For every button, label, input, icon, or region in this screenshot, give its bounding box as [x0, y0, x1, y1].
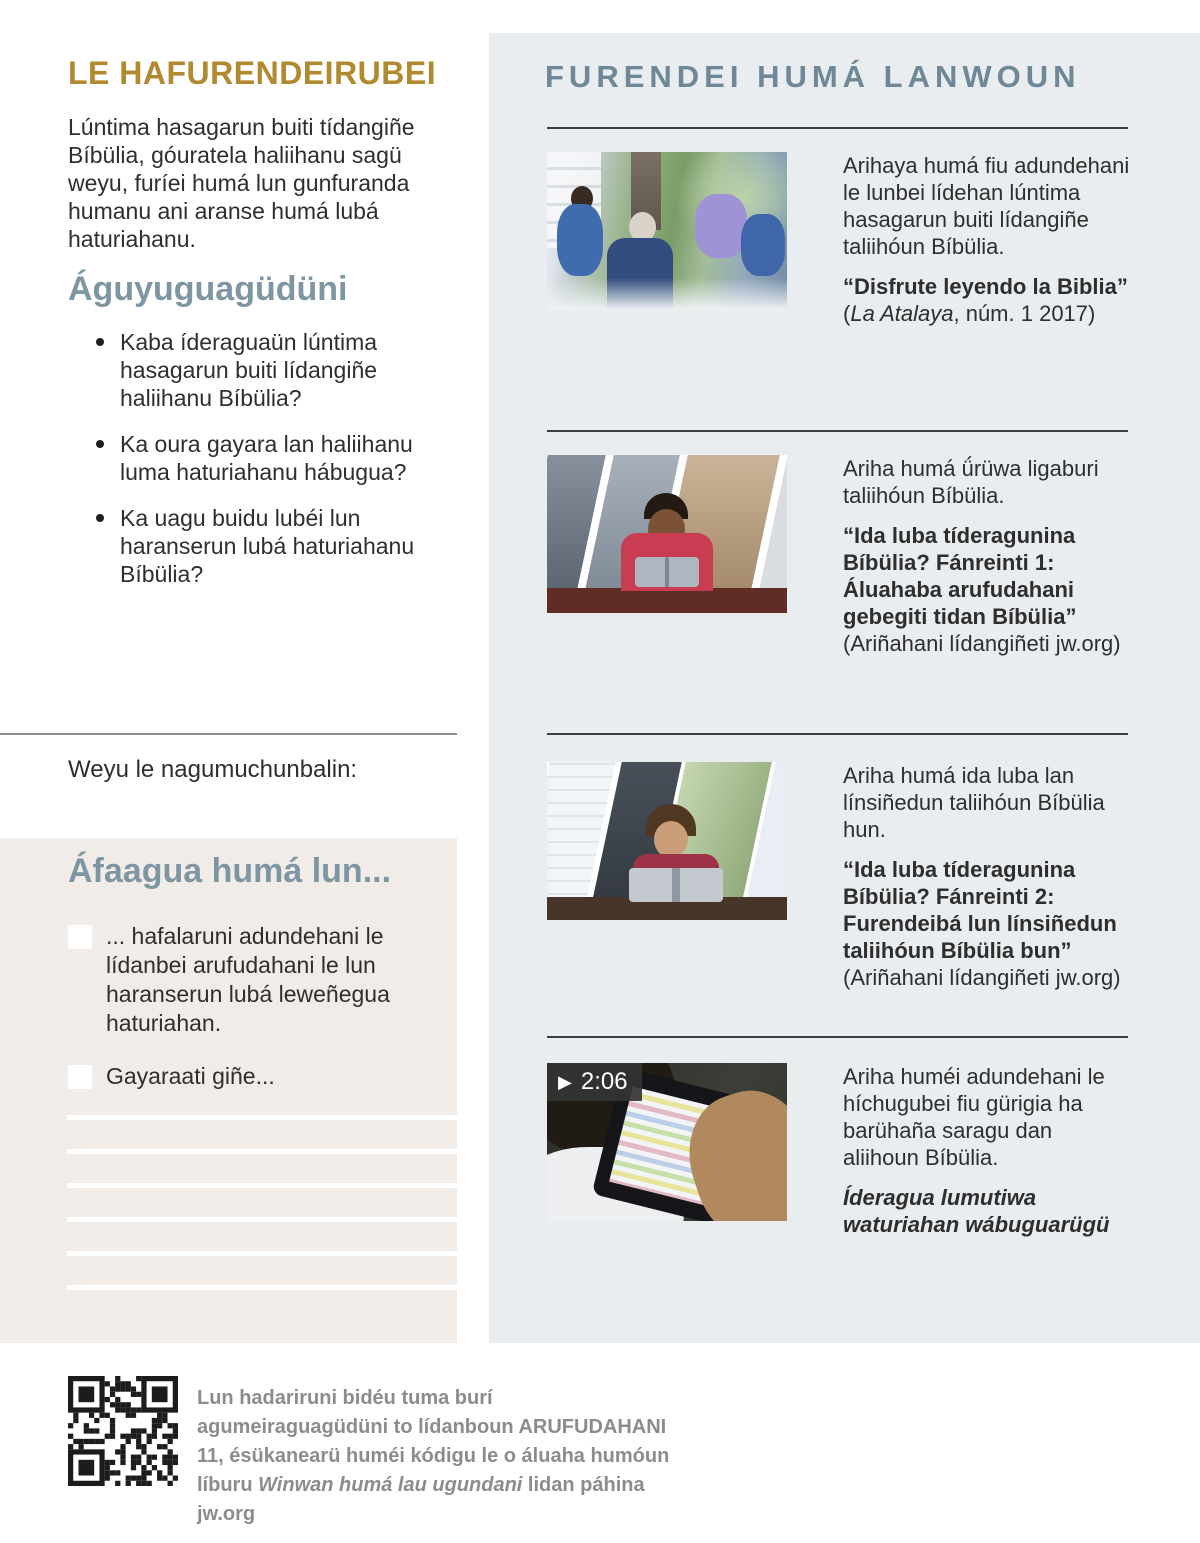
lesson-item — [547, 762, 1172, 991]
left-column — [68, 56, 463, 606]
open-binder-shape — [629, 868, 723, 902]
section-divider — [547, 430, 1128, 432]
lesson-description: Ariha huméi adundehani le híchugubei fiu gürigia ha barühaña saragu dan aliihoun Bíbülia. — [843, 1064, 1105, 1170]
reference-title: “Ida luba tíderagunina Bíbülia? Fánreinti 2: Furendeibá lun línsiñedun taliihóun Bíbülia bun” — [843, 857, 1117, 963]
writing-line[interactable] — [67, 1285, 457, 1290]
goal-checkbox-item — [68, 922, 413, 1038]
video-time: 2:06 — [580, 1068, 628, 1095]
goal-box-title: Áfaagua humá lun... — [68, 852, 392, 890]
writing-line[interactable] — [67, 1251, 457, 1256]
fog-overlay — [547, 278, 787, 310]
goal-item-label: ... hafalaruni adundehani le lídanbei arufudahani le lun haranserun lubá leweñegua haturiahan. — [106, 923, 390, 1036]
review-question: Kaba íderaguaün lúntima hasagarun buiti lídangiñe haliihanu Bíbülia? — [68, 328, 463, 412]
goal-item-label: Gayaraati giñe... — [106, 1063, 275, 1089]
review-question: Ka oura gayara lan haliihanu luma haturiahanu hábugua? — [68, 430, 463, 486]
lesson-description: Arihaya humá fiu adundehani le lunbei lídehan lúntima hasagarun buiti lídangiñe taliihóun Bíbülia. — [843, 153, 1130, 259]
section-divider — [547, 733, 1128, 735]
footer-note: Lun hadariruni bidéu tuma burí agumeiraguagüdüni to lídanboun ARUFUDAHANI 11, ésükanearü huméi kódigu le o áluaha humóun líburu Winwan humá lau ugundani lidan páhina jw.org — [197, 1387, 670, 1525]
review-subheading: Águyuguagüdüni — [68, 270, 348, 309]
video-duration-badge — [547, 1063, 642, 1101]
woman-studying-photo — [547, 762, 787, 920]
goal-checkbox-item — [68, 1062, 413, 1091]
video-thumbnail-tablet-bible[interactable] — [547, 1063, 787, 1221]
completion-date-label: Weyu le nagumuchunbalin: — [68, 756, 358, 783]
lesson-text — [843, 152, 1132, 327]
person-shape — [695, 194, 747, 258]
reference-title: “Ida luba tíderagunina Bíbülia? Fánreinti 1: Áluahaba arufudahani gebegiti tidan Bíbülia” — [843, 523, 1077, 629]
table-shape — [547, 588, 787, 613]
video-title: Íderagua lumutiwa waturiahan wábuguarügü — [843, 1185, 1110, 1237]
article-title: LE HAFURENDEIRUBEI — [68, 55, 437, 91]
review-question: Ka uagu buidu lubéi lun haranserun lubá haturiahanu Bíbülia? — [68, 504, 463, 588]
writing-line[interactable] — [67, 1217, 457, 1222]
left-divider — [0, 733, 457, 735]
person-shape — [557, 204, 603, 276]
section-divider — [547, 127, 1128, 129]
reference-source: (Ariñahani lídangiñeti jw.org) — [843, 965, 1121, 990]
publication-name: La Atalaya — [850, 301, 954, 326]
writing-line[interactable] — [67, 1183, 457, 1188]
lesson-text — [843, 762, 1132, 991]
intro-paragraph: Lúntima hasagarun buiti tídangiñe Bíbülia, góuratela haliihanu sagü weyu, furíei humá lun gunfuranda humanu ani aranse humá lubá haturiahanu. — [68, 114, 415, 253]
person-shape — [654, 821, 688, 858]
play-icon: ▶ — [558, 1072, 572, 1092]
goal-box — [0, 838, 457, 1343]
book-title: Winwan humá lau ugundani — [258, 1474, 523, 1496]
group-bible-reading-photo — [547, 152, 787, 310]
writing-line[interactable] — [67, 1149, 457, 1154]
checkbox[interactable] — [68, 1065, 92, 1089]
lesson-reference — [843, 273, 1132, 327]
reference-source: (La Atalaya, núm. 1 2017) — [843, 301, 1096, 326]
lesson-item — [547, 152, 1172, 327]
lesson-panel — [489, 33, 1200, 1343]
lesson-item — [547, 1063, 1172, 1238]
lesson-reference — [843, 1184, 1132, 1238]
review-question-list — [68, 328, 463, 588]
reference-source: (Ariñahani lídangiñeti jw.org) — [843, 631, 1121, 656]
qr-code — [68, 1376, 178, 1486]
checkbox[interactable] — [68, 925, 92, 949]
boy-reading-bible-scenes-photo — [547, 455, 787, 613]
lesson-item — [547, 455, 1172, 657]
writing-line[interactable] — [67, 1115, 457, 1120]
lesson-reference — [843, 522, 1132, 657]
person-shape — [741, 214, 785, 276]
lesson-reference — [843, 856, 1132, 991]
lesson-text — [843, 1063, 1132, 1238]
lesson-description: Ariha humá ida luba lan línsiñedun taliihóun Bíbülia hun. — [843, 763, 1105, 842]
lesson-text — [843, 455, 1132, 657]
section-divider — [547, 1036, 1128, 1038]
reference-title: “Disfrute leyendo la Biblia” — [843, 274, 1128, 299]
panel-title: FURENDEI HUMÁ LANWOUN — [545, 59, 1081, 94]
lesson-description: Ariha humá ǘrüwa ligaburi taliihóun Bíbülia. — [843, 456, 1099, 508]
open-book-shape — [635, 557, 699, 587]
